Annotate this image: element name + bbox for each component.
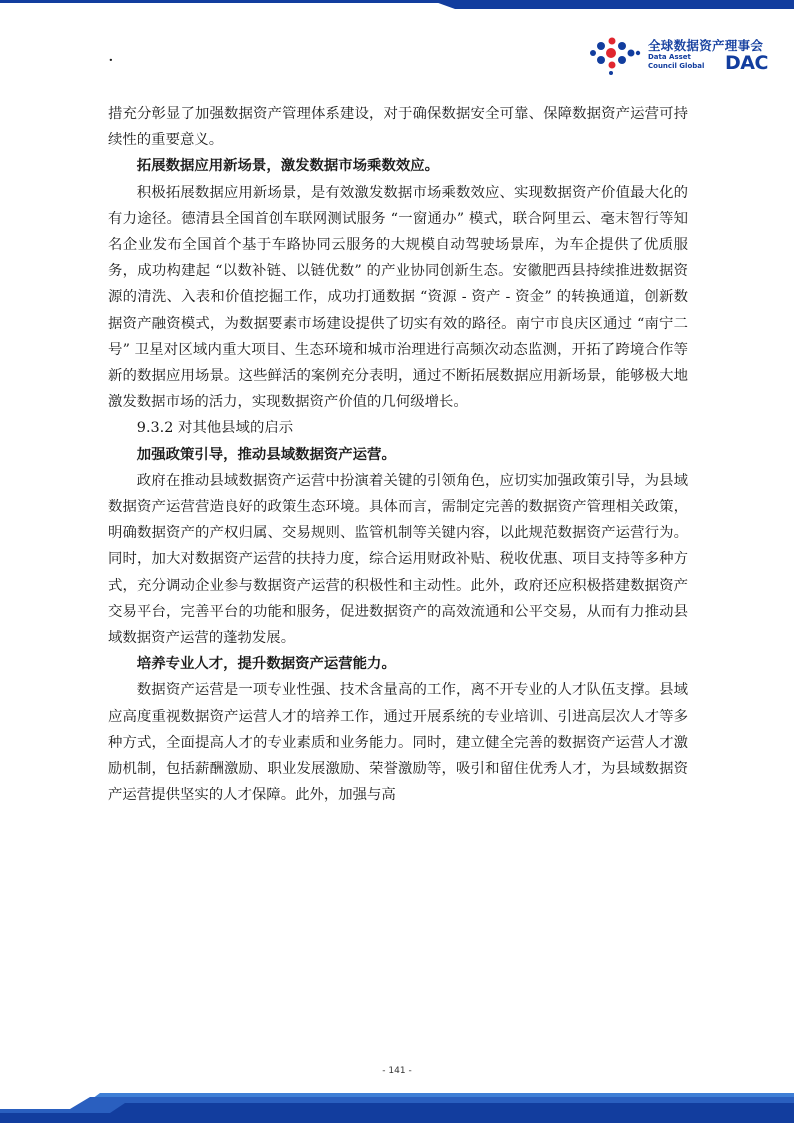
paragraph-continued: 措充分彰显了加强数据资产管理体系建设，对于确保数据安全可靠、保障数据资产运营可持续性的重要意义。	[108, 106, 688, 149]
logo-molecule-icon	[588, 34, 644, 78]
logo-abbreviation: DAC	[725, 52, 768, 74]
bold-heading-policy-guidance: 加强政策引导，推动县域数据资产运营。	[136, 445, 396, 463]
logo-title: 全球数据资产理事会	[648, 38, 764, 53]
page-number: - 141 -	[382, 1066, 412, 1076]
bold-heading-talent-cultivation: 培养专业人才，提升数据资产运营能力。	[136, 655, 396, 673]
header-dot: ·	[108, 50, 114, 71]
bold-heading-expand-scenarios: 拓展数据应用新场景，激发数据市场乘数效应。	[136, 157, 440, 175]
paragraph-policy-guidance: 政府在推动县域数据资产运营中扮演着关键的引领角色，应切实加强政策引导，为县域数据资产运营营造良好的政策生态环境。具体而言，需制定完善的数据资产管理相关政策，明确数据资产的产权归属、交易规则、监管机制等关键内容，以此规范数据资产运营行为。同时，加大对数据资产运营的扶持力度，综合运用财政补贴、税收优惠、项目支持等多种方式，充分调动企业参与数据资产运营的积极性和主动性。此外，政府还应积极搭建数据资产交易平台，完善平台的功能和服务，促进数据资产的高效流通和公平交易，从而有力推动县域数据资产运营的蓬勃发展。	[108, 472, 688, 647]
page-body	[108, 101, 688, 808]
paragraph-talent-cultivation: 数据资产运营是一项专业性强、技术含量高的工作，离不开专业的人才队伍支撑。县域应高度重视数据资产运营人才的培养工作，通过开展系统的专业培训、引进高层次人才等多种方式，全面提高人才的专业素质和业务能力。同时，建立健全完善的数据资产运营人才激励机制，包括薪酬激励、职业发展激励、荣誉激励等，吸引和留住优秀人才，为县域数据资产运营提供坚实的人才保障。此外，加强与高	[108, 682, 688, 804]
section-heading-9-3-2: 9.3.2 对其他县域的启示	[136, 420, 294, 437]
top-header-stripe	[0, 0, 794, 14]
dac-logo	[588, 34, 788, 78]
paragraph-expand-scenarios: 积极拓展数据应用新场景，是有效激发数据市场乘数效应、实现数据资产价值最大化的有力途径。德清县全国首创车联网测试服务 “一窗通办” 模式，联合阿里云、毫末智行等知名企业发布全国首个基于车路协同云服务的大规模自动驾驶场景库，为车企提供了优质服务，成功构建起 “以数补链、以链优数” 的产业协同创新生态。安徽肥西县持续推进数据资源的清洗、入表和价值挖掘工作，成功打通数据 “资源 - 资产 - 资金” 的转换通道，创新数据资产融资模式，为数据要素市场建设提供了切实有效的路径。南宁市良庆区通过 “南宁二号” 卫星对区域内重大项目、生态环境和城市治理进行高频次动态监测，开拓了跨境合作等新的数据应用场景。这些鲜活的案例充分表明，通过不断拓展数据应用新场景，能够极大地激发数据市场的活力，实现数据资产价值的几何级增长。	[108, 184, 688, 411]
footer-band	[0, 1079, 794, 1123]
logo-subtitle: Data Asset Council Global	[648, 53, 705, 70]
